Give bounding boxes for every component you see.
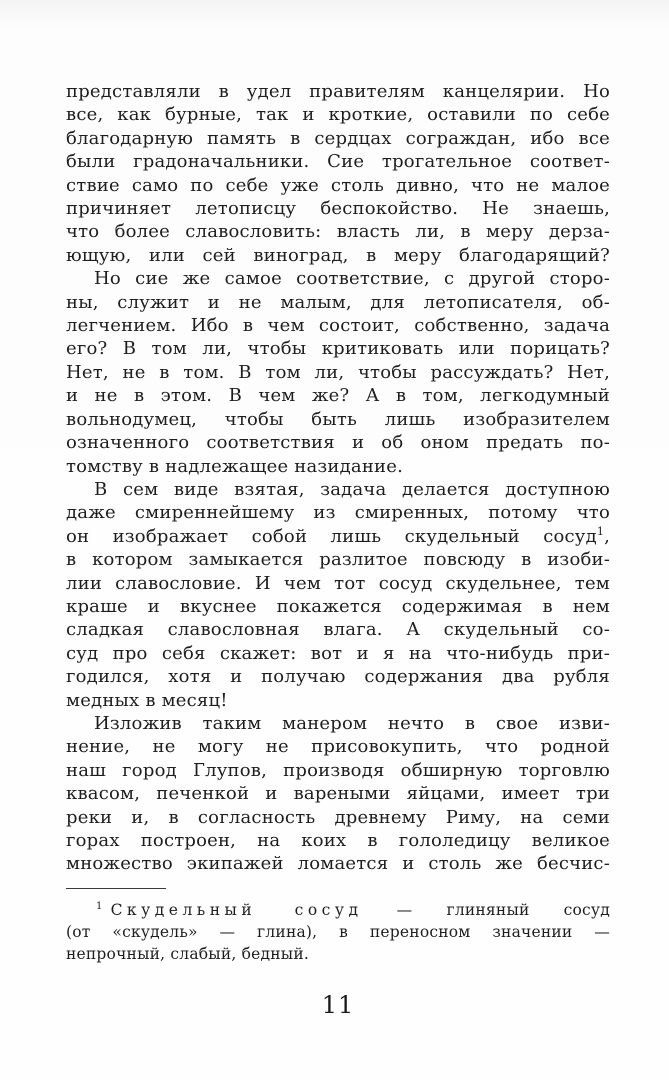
footnote-line (66, 899, 610, 921)
footnote-line: непрочный, слабый, бедный. (66, 944, 309, 963)
text-segment: , (604, 525, 610, 547)
text-line: Но сие же самое соответствие, с другой сторо- (94, 268, 610, 290)
text-line: вольнодумец, чтобы быть лишь изобразителем (66, 408, 610, 430)
footnote-line: (от «скудель» — глина), в переносном значении — (66, 922, 610, 941)
text-line: представляли в удел правителям канцелярии. Но (66, 81, 610, 102)
paragraph (66, 80, 610, 267)
text-line: были градоначальники. Сие трогательное соответ- (66, 151, 610, 173)
text-line: все, как бурные, так и кроткие, оставили по себе (66, 104, 610, 126)
text-line: Нет, не в том. В том ли, чтобы рассуждать? Нет, (66, 361, 610, 383)
text-line: означенного соответствия и об оном предать по- (66, 432, 610, 454)
text-line: множество экипажей ломается и столь же бесчис- (66, 853, 610, 875)
text-line: В сем виде взятая, задача делается доступною (94, 478, 610, 500)
text-line: годился, хотя и получаю содержания два рубля (66, 666, 610, 688)
text-line: в котором замыкается разлитое повсюду в изоби- (66, 549, 610, 571)
text-line: томству в надлежащее назидание. (66, 455, 404, 477)
text-line: легчением. Ибо в чем состоит, собственно, задача (66, 315, 610, 337)
text-line: медных в месяц! (66, 689, 228, 711)
text-line: причиняет летописцу беспокойство. Не знаешь, (66, 198, 610, 220)
text-line: что более славословить: власть ли, в меру дерза- (66, 221, 610, 243)
text-line: квасом, печенкой и вареными яйцами, имеет три (66, 783, 610, 805)
text-line: лии славословие. И чем тот сосуд скудельнее, тем (66, 572, 610, 594)
text-line: ющую, или сей виноград, в меру благодарящий? (66, 244, 610, 266)
page-number: 11 (321, 990, 355, 1019)
text-column (66, 80, 610, 1019)
paragraph (66, 267, 610, 478)
text-line: ны, служит и не малым, для летописателя, об- (66, 291, 610, 313)
text-line: реки и, в согласность древнему Риму, на семи (66, 806, 610, 828)
footnote-term: Скудельный сосуд (110, 900, 363, 919)
text-segment: — глиняный сосуд (362, 900, 610, 919)
text-line: сладкая славословная влага. А скудельный со- (66, 619, 610, 641)
text-segment: он изображает собой лишь скудельный сосуд (66, 525, 597, 547)
footnote (66, 899, 610, 965)
text-line: Изложив таким манером нечто в свое изви- (94, 712, 610, 734)
text-line: нение, не могу не присовокупить, что родной (66, 736, 610, 758)
text-line: благодарную память в сердцах сограждан, ибо все (66, 127, 610, 149)
text-line: горах построен, на коих в гололедицу великое (66, 830, 610, 851)
text-line: ствие само по себе уже столь дивно, что не малое (66, 174, 610, 196)
paragraph (66, 478, 610, 712)
text-line: краше и вкуснее покажется содержимая в нем (66, 595, 610, 617)
text-line: наш город Глупов, производя обширную торговлю (66, 759, 610, 781)
footnote-separator (66, 888, 166, 889)
text-line: суд про себя скажет: вот и я на что-нибудь при- (66, 642, 610, 664)
footnote-marker: 1 (96, 900, 103, 912)
paragraph (66, 712, 610, 876)
text-line: и не в этом. В чем же? А в том, легкодумный (66, 385, 610, 407)
text-line: его? В том ли, чтобы критиковать или порицать? (66, 338, 610, 360)
footnote-reference: 1 (596, 524, 605, 538)
text-line (66, 525, 610, 548)
text-line: даже смиреннейшему из смиренных, потому что (66, 502, 610, 524)
